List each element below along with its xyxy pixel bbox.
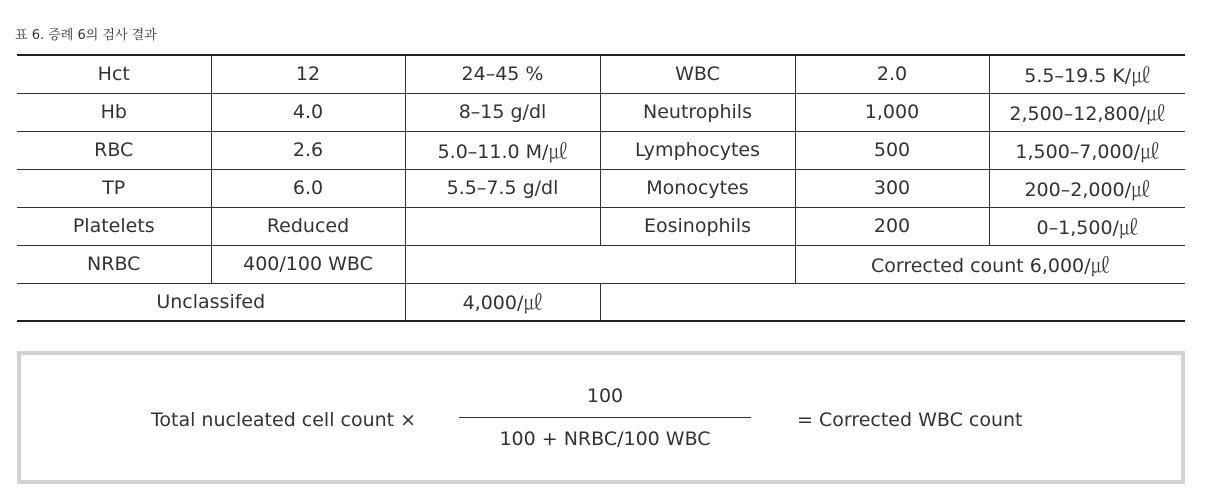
cell-reference: 5.0–11.0 M/㎕ — [405, 131, 600, 169]
cell-nrbc-label: NRBC — [17, 245, 211, 283]
cell-value: 1,000 — [795, 93, 989, 131]
cell-value: 4.0 — [211, 93, 405, 131]
results-table — [17, 54, 1185, 322]
cell-test-name: Hct — [17, 55, 211, 93]
formula-denominator: 100 + NRBC/100 WBC — [499, 428, 711, 450]
cell-reference: 24–45 % — [405, 55, 600, 93]
cell-test-name: WBC — [600, 55, 795, 93]
cell-reference: 0–1,500/㎕ — [989, 207, 1185, 245]
cell-reference: 200–2,000/㎕ — [989, 169, 1185, 207]
cell-empty — [600, 283, 1185, 321]
table-row — [17, 55, 1185, 93]
cell-nrbc-value: 400/100 WBC — [211, 245, 405, 283]
table-caption: 표 6. 증례 6의 검사 결과 — [15, 28, 157, 43]
cell-value: 2.0 — [795, 55, 989, 93]
cell-test-name: Platelets — [17, 207, 211, 245]
cell-reference: 5.5–7.5 g/dl — [405, 169, 600, 207]
cell-value: 6.0 — [211, 169, 405, 207]
cell-test-name: Neutrophils — [600, 93, 795, 131]
cell-value: 500 — [795, 131, 989, 169]
cell-corrected-count: Corrected count 6,000/㎕ — [795, 245, 1185, 283]
cell-test-name: TP — [17, 169, 211, 207]
table-row — [17, 93, 1185, 131]
cell-reference — [405, 207, 600, 245]
cell-reference: 5.5–19.5 K/㎕ — [989, 55, 1185, 93]
cell-value: 200 — [795, 207, 989, 245]
cell-test-name: RBC — [17, 131, 211, 169]
formula-box — [17, 351, 1185, 484]
cell-test-name: Hb — [17, 93, 211, 131]
cell-reference: 1,500–7,000/㎕ — [989, 131, 1185, 169]
cell-value: 2.6 — [211, 131, 405, 169]
formula-result: = Corrected WBC count — [797, 409, 1023, 431]
cell-test-name: Eosinophils — [600, 207, 795, 245]
cell-unclassified-label: Unclassifed — [17, 283, 405, 321]
cell-value: Reduced — [211, 207, 405, 245]
cell-test-name: Monocytes — [600, 169, 795, 207]
formula-left: Total nucleated cell count × — [151, 409, 417, 431]
cell-reference: 8–15 g/dl — [405, 93, 600, 131]
table-row — [17, 131, 1185, 169]
table-row — [17, 283, 1185, 321]
fraction-bar — [459, 417, 751, 418]
table-row — [17, 245, 1185, 283]
cell-empty — [405, 245, 795, 283]
formula-numerator: 100 — [586, 385, 624, 407]
cell-value: 300 — [795, 169, 989, 207]
cell-test-name: Lymphocytes — [600, 131, 795, 169]
cell-value: 12 — [211, 55, 405, 93]
table-row — [17, 169, 1185, 207]
cell-reference: 2,500–12,800/㎕ — [989, 93, 1185, 131]
cell-unclassified-value: 4,000/㎕ — [405, 283, 600, 321]
table-row — [17, 207, 1185, 245]
